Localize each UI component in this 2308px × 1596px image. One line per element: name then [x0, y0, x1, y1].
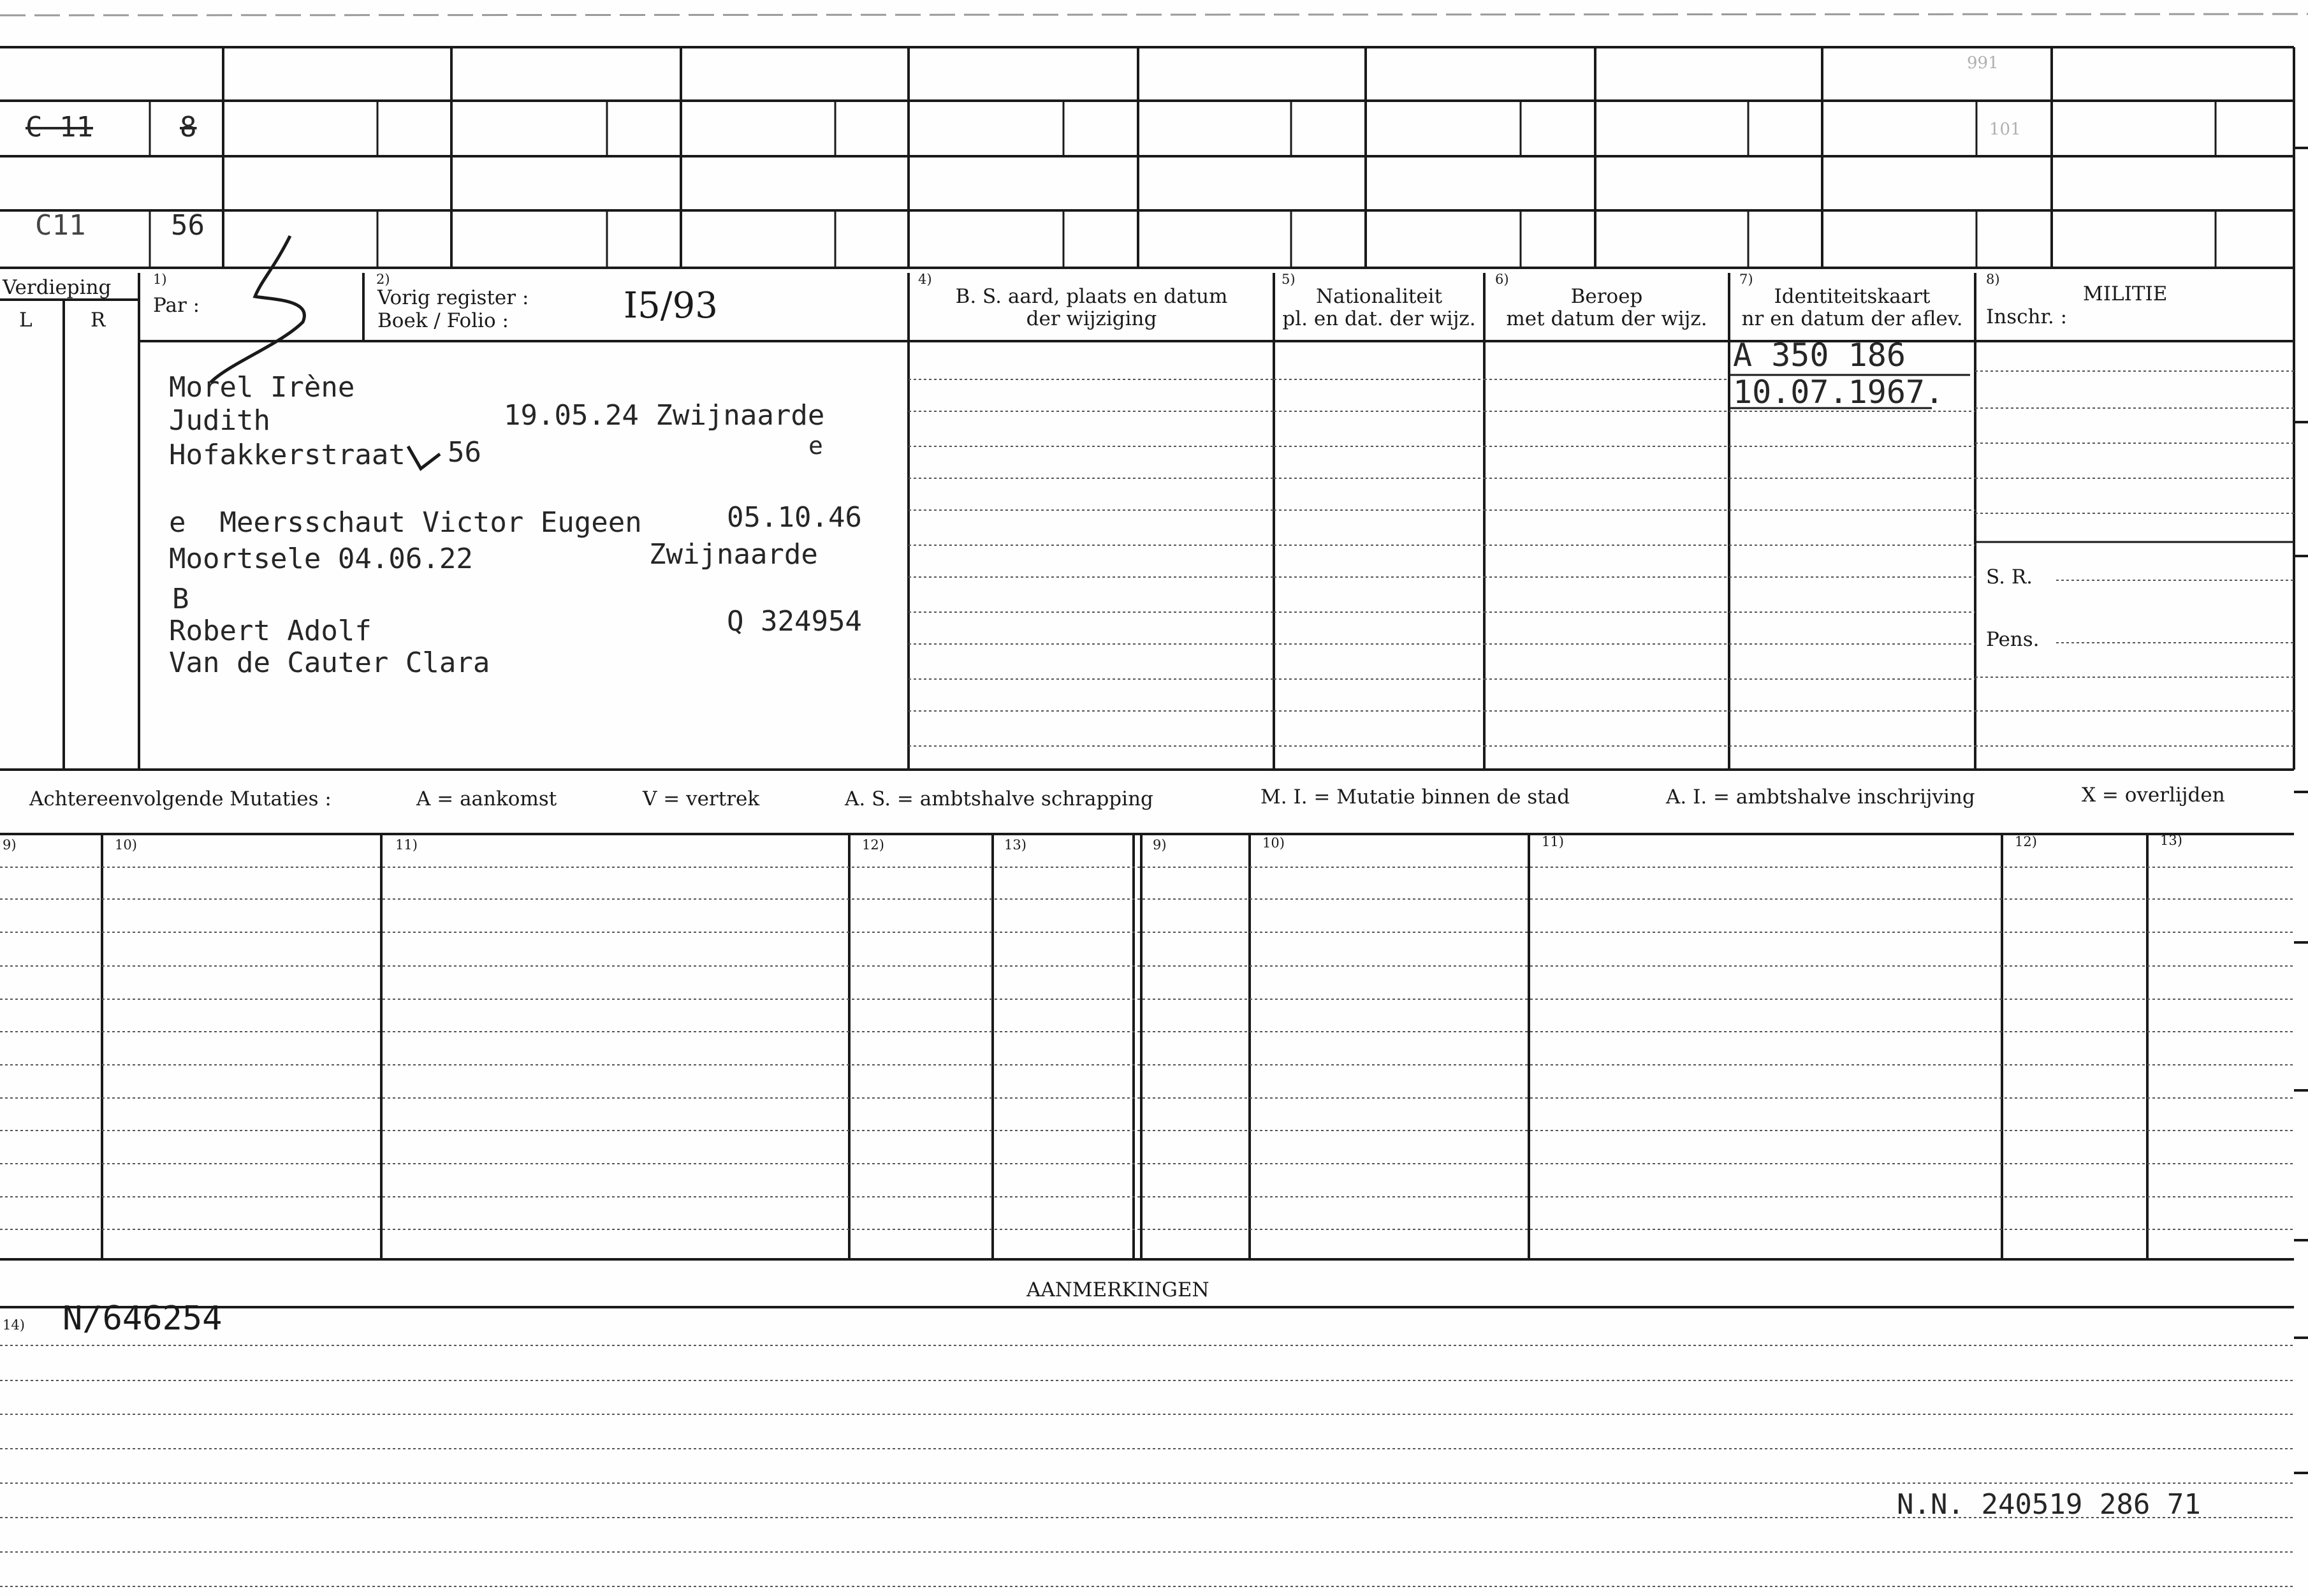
remark-reference: N/646254	[62, 1299, 223, 1338]
aanmerkingen-title: AANMERKINGEN	[1026, 1278, 1209, 1301]
mutatie-col-10: 10)	[115, 837, 137, 853]
mutatie-a: A = aankomst	[416, 787, 557, 810]
entry-line-6: B	[172, 583, 189, 615]
entry-line-5-place: Moortsele 04.06.22	[169, 543, 473, 575]
mutatie-col-9: 9)	[3, 837, 17, 853]
mutatie-col-11b: 11)	[1542, 834, 1564, 849]
bs-header-line2: der wijziging	[1026, 307, 1157, 330]
entry-line-4-name: e Meersschaut Victor Eugeen	[169, 506, 642, 539]
field-number-7: 7)	[1739, 272, 1753, 287]
current-code: C11	[35, 209, 86, 242]
entry-line-8: Van de Cauter Clara	[169, 647, 490, 679]
field-number-14: 14)	[3, 1317, 25, 1333]
mutaties-title: Achtereenvolgende Mutaties :	[29, 787, 332, 810]
mutatie-col-13b: 13)	[2160, 833, 2182, 848]
identiteitskaart-header-line2: nr en datum der aflev.	[1741, 307, 1963, 330]
verdieping-l: L	[19, 309, 33, 332]
id-card-number: A 350 186	[1733, 337, 1906, 374]
nationaliteit-header-line2: pl. en dat. der wijz.	[1282, 307, 1476, 330]
entry-line-3-street: Hofakkerstraat	[169, 439, 405, 471]
mutatie-col-12: 12)	[862, 837, 884, 853]
entry-line-4-date: 05.10.46	[727, 501, 862, 534]
mutatie-v: V = vertrek	[643, 787, 760, 810]
nationaliteit-header-line1: Nationaliteit	[1315, 285, 1443, 308]
old-number-strikethrough: 8	[180, 111, 197, 143]
old-code-strikethrough: C 11	[26, 111, 93, 143]
field-number-8: 8)	[1986, 272, 2000, 287]
field-number-1: 1)	[153, 272, 167, 287]
id-card-date: 10.07.1967.	[1733, 374, 1945, 411]
field-number-5: 5)	[1282, 272, 1296, 287]
entry-line-7-number: Q 324954	[727, 605, 862, 638]
national-number: N.N. 240519 286 71	[1897, 1488, 2201, 1521]
mutatie-col-12b: 12)	[2015, 834, 2037, 849]
mutatie-as: A. S. = ambtshalve schrapping	[845, 787, 1153, 810]
folio-number: I5/93	[624, 285, 718, 326]
entry-line-2-date: 19.05.24 Zwijnaarde	[504, 399, 825, 432]
mutatie-col-11: 11)	[395, 837, 418, 853]
inschr-label: Inschr. :	[1986, 305, 2068, 328]
bs-header-line1: B. S. aard, plaats en datum	[955, 285, 1228, 308]
beroep-header-line1: Beroep	[1570, 285, 1643, 308]
militie-header: MILITIE	[2083, 282, 2168, 305]
entry-line-5-place-2: Zwijnaarde	[649, 538, 818, 571]
mutatie-mi: M. I. = Mutatie binnen de stad	[1260, 786, 1570, 809]
faint-stamp-2: 101	[1989, 120, 2021, 139]
mutatie-x: X = overlijden	[2082, 784, 2225, 807]
mutatie-col-13: 13)	[1004, 837, 1026, 853]
faint-stamp: 991	[1967, 54, 1999, 73]
mutatie-col-9b: 9)	[1153, 837, 1167, 853]
pens-label: Pens.	[1986, 628, 2040, 651]
verdieping-label: Verdieping	[3, 276, 112, 299]
vorig-register-label: Vorig register :	[377, 286, 529, 309]
field-number-2: 2)	[376, 272, 390, 287]
entry-line-2-name: Judith	[169, 404, 270, 437]
identiteitskaart-header-line1: Identiteitskaart	[1774, 285, 1931, 308]
par-label: Par :	[153, 294, 200, 317]
boek-folio-label: Boek / Folio :	[377, 309, 509, 332]
mutatie-ai: A. I. = ambtshalve inschrijving	[1666, 786, 1975, 809]
field-number-6: 6)	[1495, 272, 1509, 287]
current-number: 56	[171, 209, 205, 242]
entry-line-3-number: 56	[448, 436, 481, 469]
beroep-header-line2: met datum der wijz.	[1506, 307, 1707, 330]
entry-line-1: Morel Irène	[169, 371, 355, 404]
verdieping-r: R	[91, 309, 106, 332]
field-number-4: 4)	[918, 272, 932, 287]
entry-line-7-name: Robert Adolf	[169, 615, 372, 647]
mutatie-col-10b: 10)	[1262, 835, 1285, 851]
sr-label: S. R.	[1986, 566, 2033, 589]
entry-line-3-e: e	[808, 432, 823, 460]
